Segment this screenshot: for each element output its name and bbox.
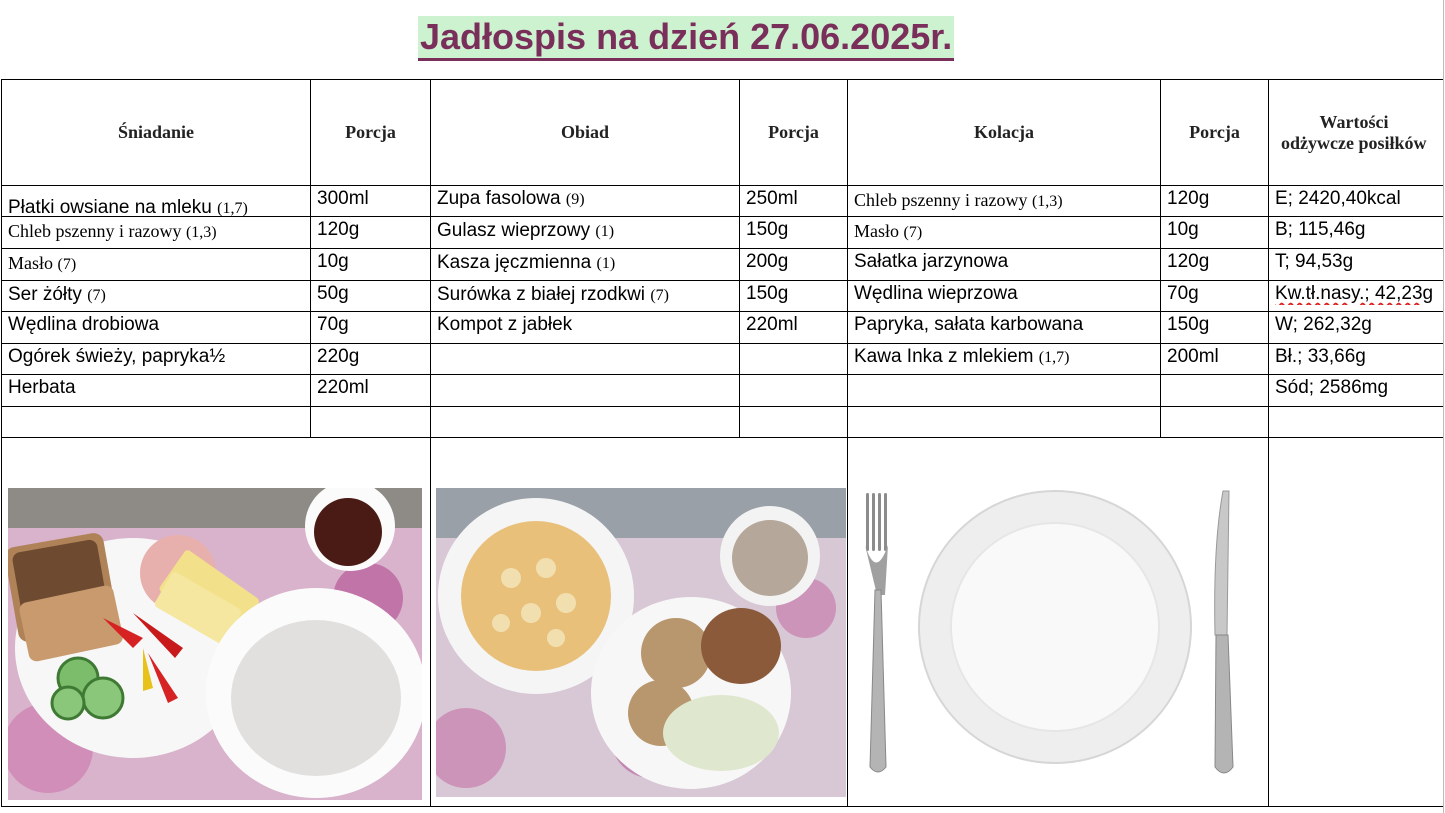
dinner-item: Sałatka jarzynowa bbox=[854, 251, 1009, 272]
breakfast-portion: 70g bbox=[317, 314, 349, 335]
row-divider bbox=[1, 437, 1444, 438]
lunch-item: Gulasz wieprzowy (1) bbox=[437, 220, 615, 241]
knife-icon bbox=[1215, 491, 1233, 773]
header-porcja-breakfast: Porcja bbox=[345, 122, 396, 142]
page-title: Jadłospis na dzień 27.06.2025r. bbox=[418, 16, 954, 61]
lunch-portion: 220ml bbox=[746, 314, 798, 335]
fork-icon bbox=[865, 493, 888, 772]
lunch-portion: 200g bbox=[746, 251, 789, 272]
row-divider bbox=[1, 374, 1444, 375]
nutrition-fiber: Bł.; 33,66g bbox=[1275, 346, 1366, 367]
header-divider bbox=[1, 185, 1444, 186]
breakfast-item: Wędlina drobiowa bbox=[8, 314, 160, 335]
row-divider bbox=[1, 280, 1444, 281]
dinner-portion: 200ml bbox=[1167, 346, 1219, 367]
page-edge bbox=[1443, 0, 1444, 813]
plate-icon bbox=[919, 491, 1191, 763]
breakfast-item: Chleb pszenny i razowy (1,3) bbox=[8, 221, 217, 241]
breakfast-item: Ser żółty (7) bbox=[8, 284, 106, 305]
row-divider bbox=[1, 406, 1444, 407]
header-wartosci bbox=[1269, 80, 1443, 185]
row-divider bbox=[1, 343, 1444, 344]
nutrition-protein: B; 115,46g bbox=[1275, 219, 1366, 240]
dinner-plate-placeholder bbox=[855, 485, 1260, 785]
breakfast-portion: 10g bbox=[317, 251, 349, 272]
breakfast-item: Masło (7) bbox=[8, 253, 77, 273]
dinner-item: Papryka, sałata karbowana bbox=[854, 314, 1084, 335]
dinner-item: Chleb pszenny i razowy (1,3) bbox=[854, 190, 1063, 210]
col-divider bbox=[1, 79, 2, 807]
breakfast-portion: 120g bbox=[317, 219, 360, 240]
dinner-portion: 70g bbox=[1167, 283, 1199, 304]
dinner-portion: 120g bbox=[1167, 251, 1210, 272]
breakfast-photo bbox=[8, 488, 422, 800]
breakfast-portion: 50g bbox=[317, 283, 349, 304]
row-divider bbox=[1, 311, 1444, 312]
breakfast-portion: 300ml bbox=[317, 188, 369, 209]
lunch-item: Surówka z białej rzodkwi (7) bbox=[437, 284, 669, 305]
breakfast-portion: 220g bbox=[317, 346, 360, 367]
lunch-portion: 250ml bbox=[746, 188, 798, 209]
dinner-item: Kawa Inka z mlekiem (1,7) bbox=[854, 346, 1070, 367]
breakfast-item: Herbata bbox=[8, 377, 76, 398]
lunch-photo bbox=[436, 488, 846, 797]
header-porcja-dinner: Porcja bbox=[1189, 122, 1240, 142]
header-wartosci-line2: odżywcze posiłków bbox=[1281, 132, 1427, 153]
lunch-item: Kompot z jabłek bbox=[437, 314, 573, 335]
row-divider bbox=[1, 248, 1444, 249]
header-wartosci-line1: Wartości bbox=[1319, 111, 1389, 132]
nutrition-fat: T; 94,53g bbox=[1275, 251, 1354, 272]
col-divider bbox=[847, 79, 848, 807]
nutrition-sodium: Sód; 2586mg bbox=[1275, 377, 1389, 398]
lunch-item: Zupa fasolowa (9) bbox=[437, 188, 585, 209]
dinner-portion: 10g bbox=[1167, 219, 1199, 240]
nutrition-energy: E; 2420,40kcal bbox=[1275, 188, 1401, 209]
header-obiad: Obiad bbox=[560, 122, 610, 142]
breakfast-item: Ogórek świeży, papryka½ bbox=[8, 346, 226, 367]
dinner-item: Masło (7) bbox=[854, 221, 923, 241]
header-porcja-lunch: Porcja bbox=[768, 122, 819, 142]
breakfast-item: Płatki owsiane na mleku (1,7) bbox=[8, 197, 248, 218]
header-kolacja: Kolacja bbox=[974, 122, 1034, 142]
lunch-portion: 150g bbox=[746, 283, 789, 304]
col-divider bbox=[430, 79, 431, 807]
nutrition-carbs: W; 262,32g bbox=[1275, 314, 1372, 335]
header-sniadanie: Śniadanie bbox=[117, 122, 195, 142]
dinner-item: Wędlina wieprzowa bbox=[854, 283, 1018, 304]
dinner-portion: 120g bbox=[1167, 188, 1210, 209]
col-divider bbox=[1268, 79, 1269, 807]
table-border-bottom bbox=[1, 806, 1444, 807]
nutrition-saturated-fat: Kw.tł.nasy.; 42,23g bbox=[1275, 283, 1434, 304]
lunch-item: Kasza jęczmienna (1) bbox=[437, 252, 616, 273]
lunch-portion: 150g bbox=[746, 219, 789, 240]
breakfast-portion: 220ml bbox=[317, 377, 369, 398]
dinner-portion: 150g bbox=[1167, 314, 1210, 335]
